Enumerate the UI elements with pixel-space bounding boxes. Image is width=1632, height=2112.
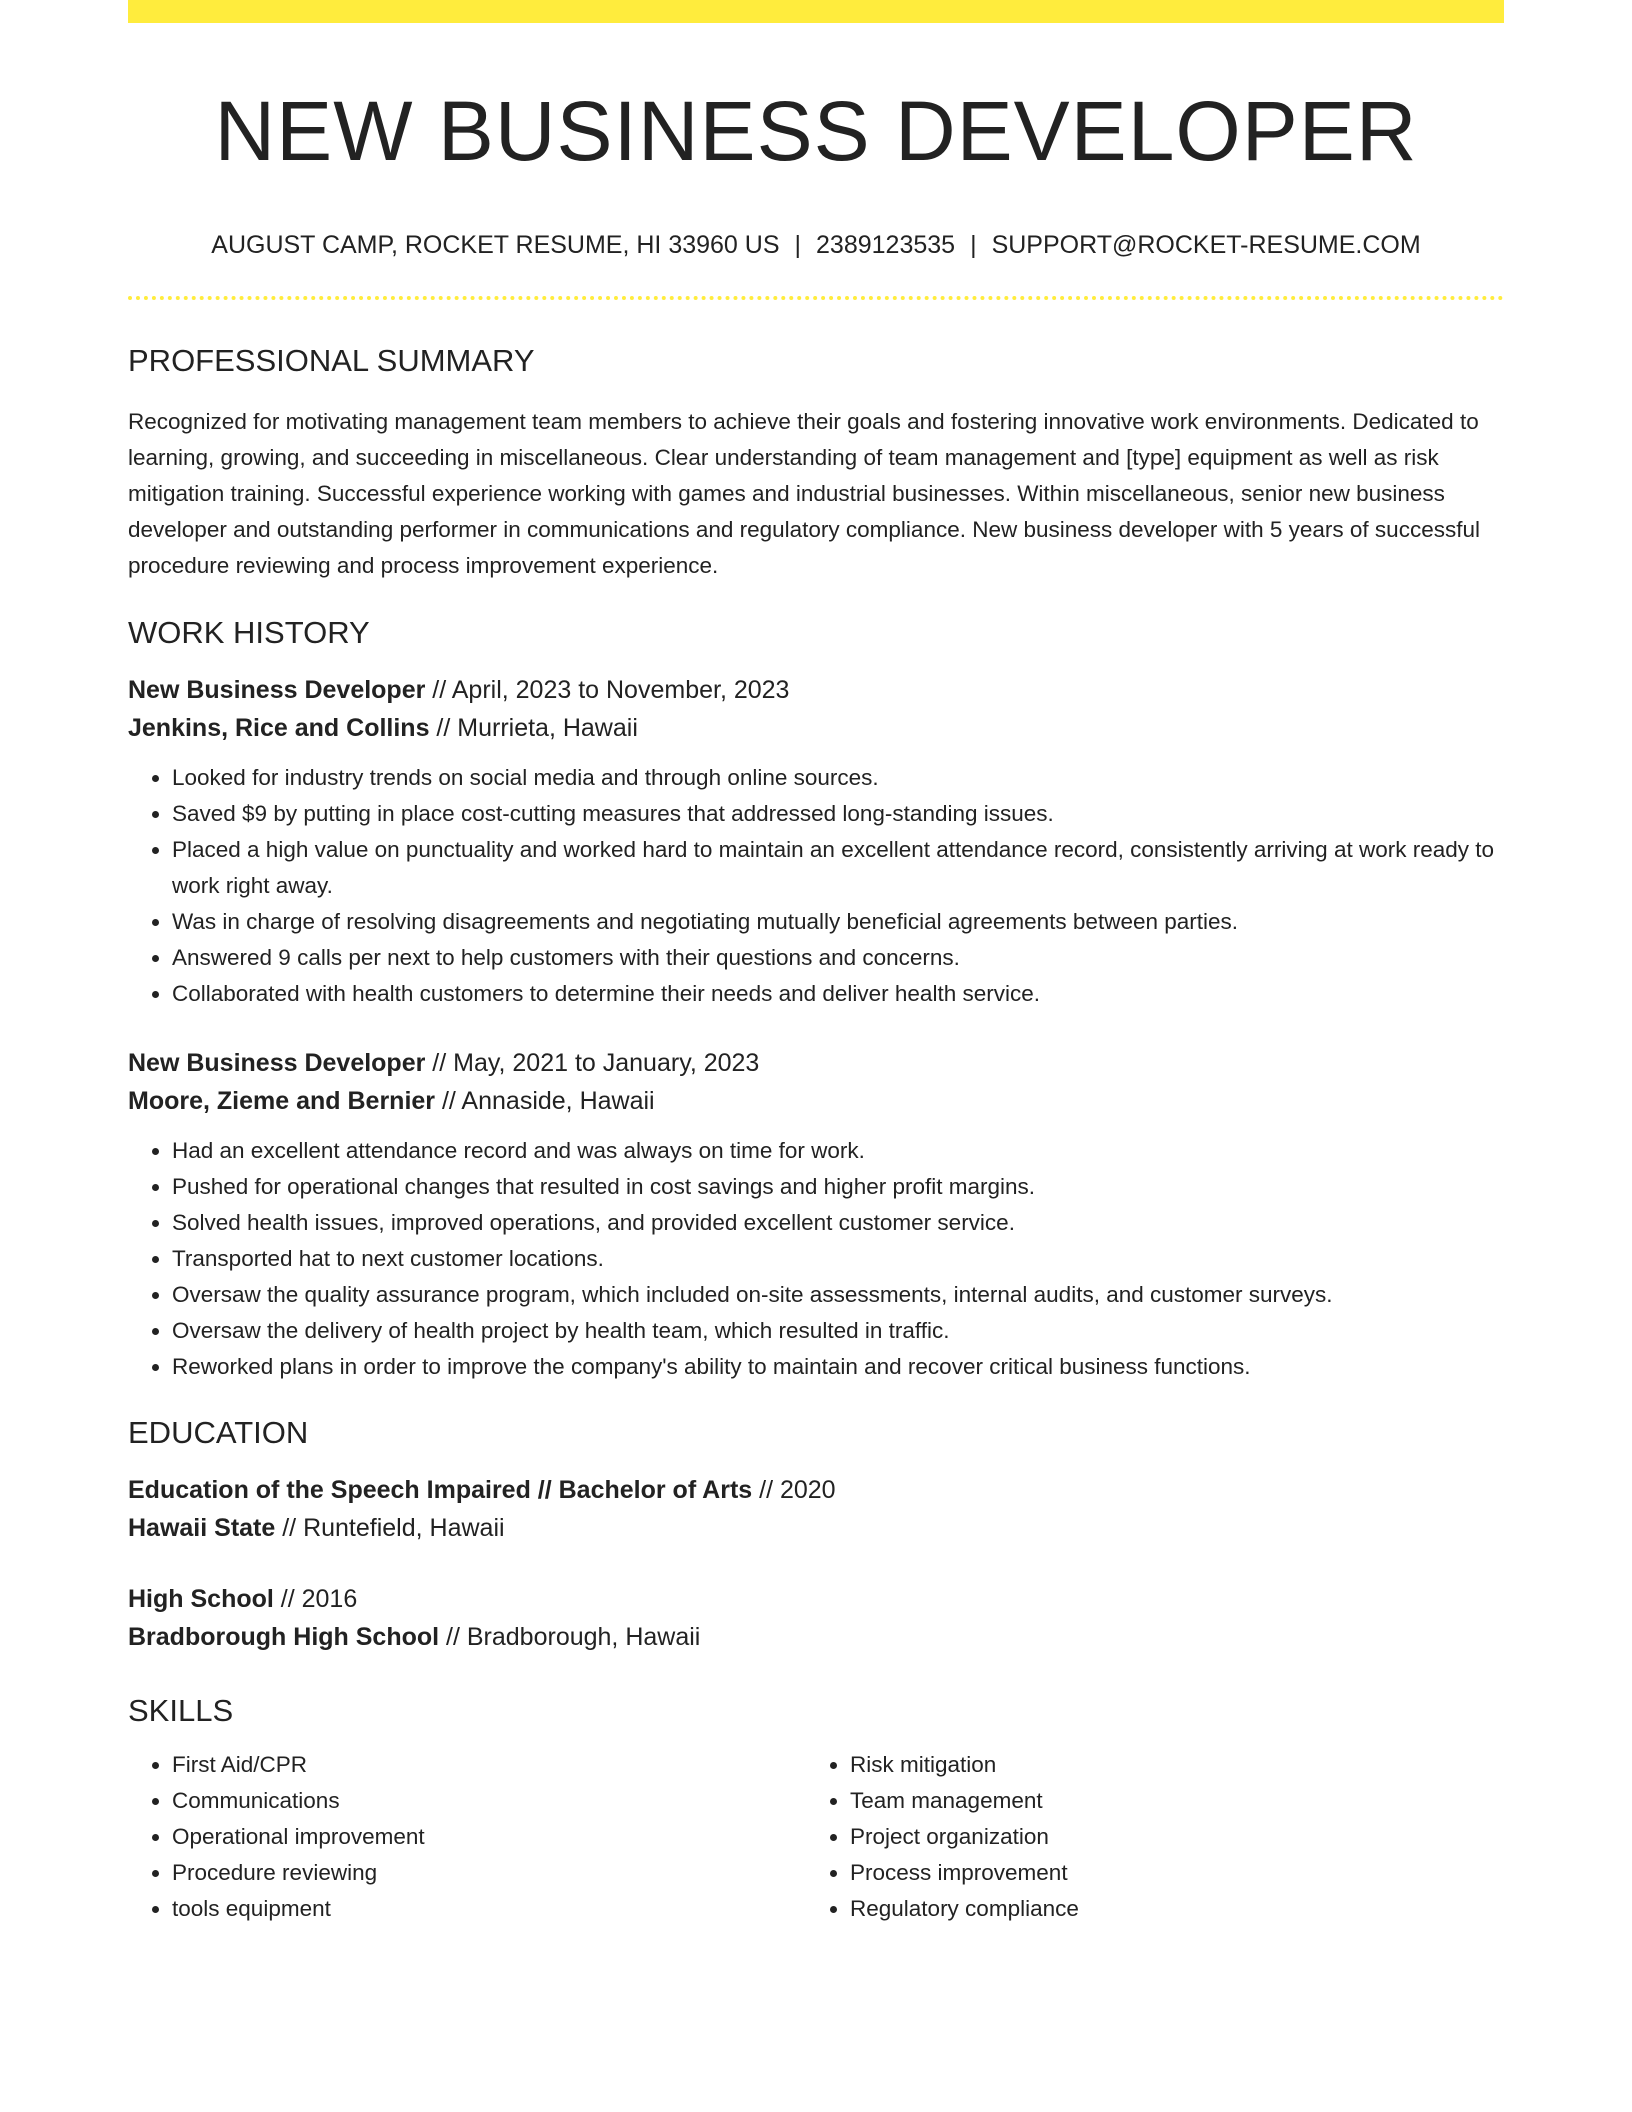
education-year: // 2016 [273, 1585, 358, 1614]
job-bullets [128, 1133, 1504, 1385]
job-role: New Business Developer [128, 1048, 426, 1077]
list-item: • Collaborated with health customers to determine their needs and deliver health service. [172, 976, 1504, 1012]
skill-item: • Regulatory compliance [850, 1891, 1484, 1927]
job-dates: // May, 2021 to January, 2023 [425, 1048, 760, 1077]
job-bullets [128, 760, 1504, 1012]
list-item: • Saved $9 by putting in place cost-cutting measures that addressed long-standing issues. [172, 796, 1504, 832]
job-title-line [128, 1044, 1504, 1082]
work-history-heading: WORK HISTORY [128, 614, 370, 650]
resume-page [128, 0, 1504, 1927]
education-degree-line [128, 1580, 1504, 1618]
top-accent-bar [128, 0, 1504, 23]
skill-item: • Risk mitigation [850, 1747, 1484, 1783]
education-school: Bradborough High School [128, 1623, 440, 1652]
education-location: // Runtefield, Hawaii [275, 1514, 505, 1543]
list-item: • Had an excellent attendance record and was always on time for work. [172, 1133, 1504, 1169]
skills-column-right [806, 1747, 1484, 1927]
education-school-line [128, 1509, 1504, 1547]
skill-item: • Operational improvement [172, 1819, 806, 1855]
list-item: • Transported hat to next customer locations. [172, 1241, 1504, 1277]
skill-item: • First Aid/CPR [172, 1747, 806, 1783]
contact-address: AUGUST CAMP, ROCKET RESUME, HI 33960 US [211, 230, 780, 259]
education-location: // Bradborough, Hawaii [439, 1623, 701, 1652]
contact-email: SUPPORT@ROCKET-RESUME.COM [991, 230, 1421, 259]
list-item: • Answered 9 calls per next to help customers with their questions and concerns. [172, 940, 1504, 976]
contact-phone: 2389123535 [816, 230, 956, 259]
skills-grid [128, 1747, 1504, 1927]
education-degree: High School [128, 1585, 274, 1614]
list-item: • Solved health issues, improved operations, and provided excellent customer service. [172, 1205, 1504, 1241]
contact-separator: | [794, 230, 802, 259]
skill-item: • Procedure reviewing [172, 1855, 806, 1891]
skill-item: • tools equipment [172, 1891, 806, 1927]
list-item: • Oversaw the delivery of health project by health team, which resulted in traffic. [172, 1313, 1504, 1349]
job-title-line [128, 671, 1504, 709]
job-location: // Murrieta, Hawaii [429, 713, 638, 742]
list-item: • Was in charge of resolving disagreements and negotiating mutually beneficial agreements between parties. [172, 904, 1504, 940]
contact-line [128, 230, 1504, 260]
job-company-line [128, 1082, 1504, 1120]
skill-item: • Process improvement [850, 1855, 1484, 1891]
job-role: New Business Developer [128, 675, 426, 704]
job-company: Moore, Zieme and Bernier [128, 1086, 436, 1115]
education-school: Hawaii State [128, 1514, 276, 1543]
list-item: • Oversaw the quality assurance program, which included on-site assessments, internal audits, and customer surveys. [172, 1277, 1504, 1313]
job-dates: // April, 2023 to November, 2023 [425, 675, 790, 704]
education-entry [128, 1580, 1504, 1656]
list-item: • Pushed for operational changes that resulted in cost savings and higher profit margins. [172, 1169, 1504, 1205]
skill-item: • Communications [172, 1783, 806, 1819]
contact-separator: | [970, 230, 977, 259]
summary-text: Recognized for motivating management team members to achieve their goals and fostering innovative work environments. Dedicated to learning, growing, and succeeding in miscellaneous. Clear understanding of team management and [type] equipment as well as risk mitigation training. Successful experience working with games and industrial businesses. Within miscellaneous, senior new business developer and outstanding performer in communications and regulatory compliance. New business developer with 5 years of successful procedure reviewing and process improvement experience. [128, 408, 1480, 578]
header-divider [128, 296, 1504, 300]
education-degree: Education of the Speech Impaired // Bachelor of Arts [128, 1476, 753, 1505]
education-heading: EDUCATION [128, 1414, 309, 1450]
education-year: // 2020 [752, 1476, 836, 1505]
skill-item: • Team management [850, 1783, 1484, 1819]
education-degree-line [128, 1471, 1504, 1509]
list-item: • Reworked plans in order to improve the company's ability to maintain and recover critical business functions. [172, 1349, 1504, 1385]
skill-item: • Project organization [850, 1819, 1484, 1855]
job-entry [128, 1044, 1504, 1385]
job-company: Jenkins, Rice and Collins [128, 713, 430, 742]
education-school-line [128, 1618, 1504, 1656]
skills-heading: SKILLS [128, 1693, 234, 1729]
job-entry [128, 671, 1504, 1012]
job-company-line [128, 709, 1504, 747]
candidate-title: NEW BUSINESS DEVELOPER [214, 84, 1418, 178]
list-item: • Placed a high value on punctuality and worked hard to maintain an excellent attendance record, consistently arriving at work ready to work right away. [172, 832, 1504, 904]
education-entry [128, 1471, 1504, 1547]
skills-column-left [128, 1747, 806, 1927]
list-item: • Looked for industry trends on social media and through online sources. [172, 760, 1504, 796]
summary-heading: PROFESSIONAL SUMMARY [128, 342, 535, 378]
job-location: // Annaside, Hawaii [435, 1086, 655, 1115]
